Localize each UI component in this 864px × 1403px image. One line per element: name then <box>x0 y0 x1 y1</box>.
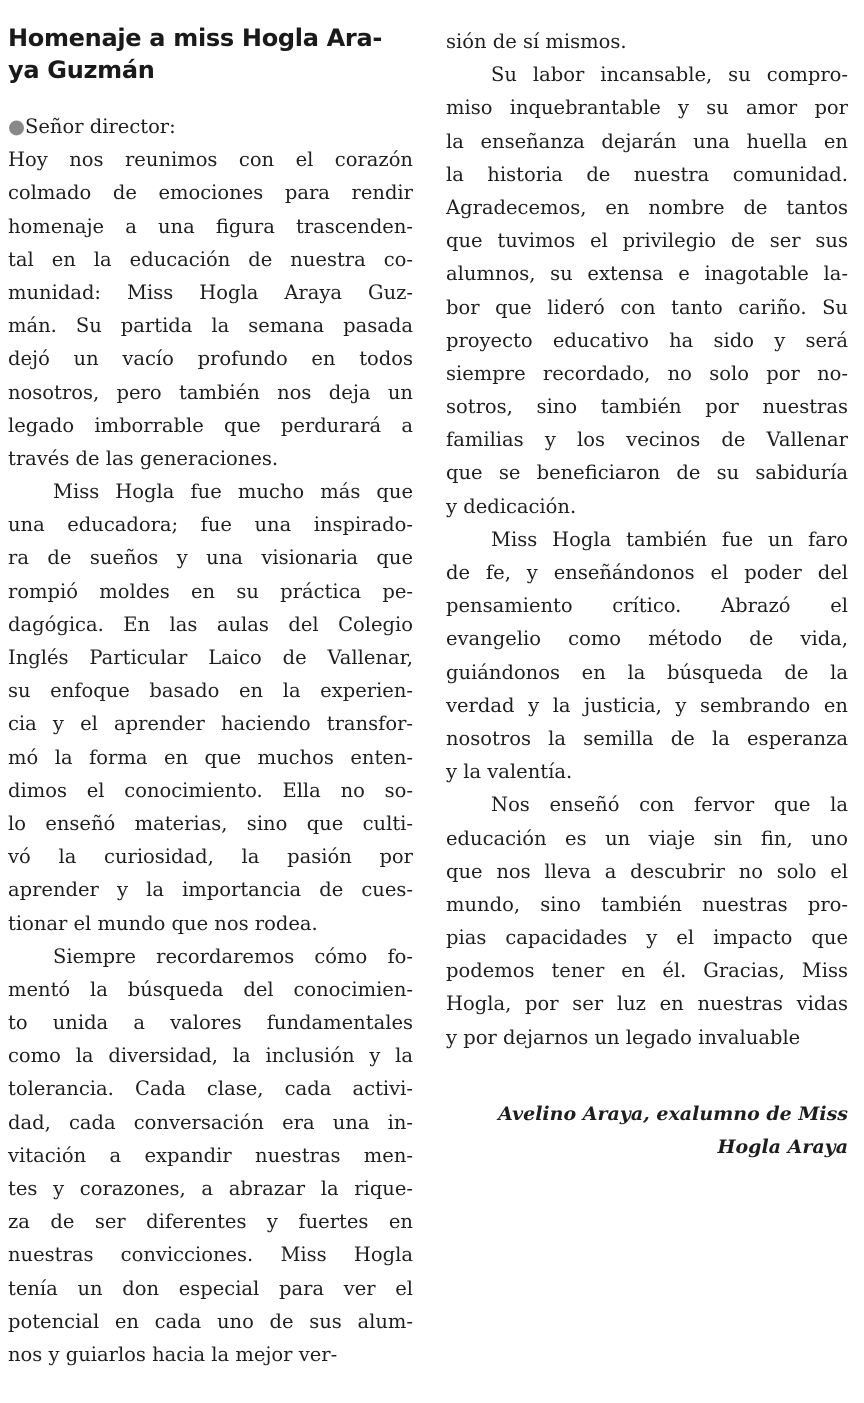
body-line: dejó un vacío profundo en todos <box>8 347 413 371</box>
body-line: nosotros la semilla de la esperanza <box>446 726 848 750</box>
left-body <box>8 110 413 1371</box>
body-line: za de ser diferentes y fuertes en <box>8 1210 413 1234</box>
body-line: la historia de nuestra comunidad. <box>446 162 848 186</box>
body-line: Inglés Particular Laico de Vallenar, <box>8 646 413 669</box>
body-line: Agradecemos, en nombre de tantos <box>446 195 848 219</box>
body-line: la enseñanza dejarán una huella en <box>446 129 848 153</box>
body-line: que nos lleva a descubrir no solo el <box>446 859 848 883</box>
body-line: Miss Hogla también fue un faro <box>491 527 848 551</box>
body-line: verdad y la justicia, y sembrando en <box>446 693 848 717</box>
body-line: lo enseñó materias, sino que culti- <box>8 811 413 835</box>
title-line-2: ya Guzmán <box>8 56 155 84</box>
body-line: sión de sí mismos. <box>446 30 627 53</box>
body-line: que tuvimos el privilegio de ser sus <box>446 229 848 253</box>
body-line: nuestras convicciones. Miss Hogla <box>8 1243 413 1267</box>
body-line: Miss Hogla fue mucho más que <box>53 480 413 504</box>
body-line: podemos tener en él. Gracias, Miss <box>446 959 848 983</box>
body-line: nos y guiarlos hacia la mejor ver- <box>8 1342 338 1366</box>
body-line <box>8 110 413 143</box>
body-line: bor que lideró con tanto cariño. Su <box>446 295 848 319</box>
letter-title <box>8 0 413 86</box>
body-line: Su labor incansable, su compro- <box>491 63 848 87</box>
body-line: alumnos, su extensa e inagotable la- <box>446 262 848 286</box>
body-line: tal en la educación de nuestra co- <box>8 247 413 271</box>
body-line: dimos el conocimiento. Ella no so- <box>8 778 413 802</box>
right-column <box>446 0 848 1164</box>
body-line: cia y el aprender haciendo transfor- <box>8 712 413 736</box>
signature-line-2: Hogla Araya <box>717 1135 848 1158</box>
body-line: ra de sueños y una visionaria que <box>8 546 413 570</box>
body-line: su enfoque basado en la experien- <box>8 679 413 703</box>
body-line: nosotros, pero también nos deja un <box>8 380 413 404</box>
body-line: una educadora; fue una inspirado- <box>8 513 413 537</box>
body-line: de fe, y enseñándonos el poder del <box>446 561 848 584</box>
body-line: tolerancia. Cada clase, cada activi- <box>8 1077 413 1101</box>
body-line: evangelio como método de vida, <box>446 627 848 651</box>
body-line: como la diversidad, la inclusión y la <box>8 1044 413 1068</box>
body-line: homenaje a una figura trascenden- <box>8 214 413 238</box>
body-line: rompió moldes en su práctica pe- <box>8 579 413 603</box>
body-line: pensamiento crítico. Abrazó el <box>446 594 848 618</box>
body-line: sotros, sino también por nuestras <box>446 395 848 419</box>
body-line: vó la curiosidad, la pasión por <box>8 845 413 869</box>
body-line: pias capacidades y el impacto que <box>446 926 848 950</box>
body-line: que se beneficiaron de su sabiduría <box>446 461 848 485</box>
body-line: mó la forma en que muchos enten- <box>8 745 413 769</box>
body-line: mundo, sino también nuestras pro- <box>446 892 848 916</box>
body-line: mán. Su partida la semana pasada <box>8 314 413 338</box>
body-line: Hogla, por ser luz en nuestras vidas <box>446 992 848 1016</box>
body-line: y dedicación. <box>446 494 577 518</box>
body-line: dad, cada conversación era una in- <box>8 1110 413 1134</box>
signature-line-1: Avelino Araya, exalumno de Miss <box>498 1102 848 1125</box>
body-line: Siempre recordaremos cómo fo- <box>53 944 413 968</box>
body-line: to unida a valores fundamentales <box>8 1011 413 1035</box>
body-line: y la valentía. <box>446 760 573 784</box>
left-column <box>8 0 413 1371</box>
body-line: mentó la búsqueda del conocimien- <box>8 977 413 1001</box>
signature <box>446 1098 848 1164</box>
body-line: familias y los vecinos de Vallenar <box>446 428 848 452</box>
body-line: guiándonos en la búsqueda de la <box>446 660 848 684</box>
body-line: aprender y la importancia de cues- <box>8 878 413 902</box>
body-line: vitación a expandir nuestras men- <box>8 1143 413 1167</box>
body-line: dagógica. En las aulas del Colegio <box>8 612 413 636</box>
body-line: colmado de emociones para rendir <box>8 181 413 205</box>
body-line: tenía un don especial para ver el <box>8 1276 413 1300</box>
body-line: tionar el mundo que nos rodea. <box>8 911 318 935</box>
salutation: Señor director: <box>25 115 176 138</box>
body-line: munidad: Miss Hogla Araya Guz- <box>8 280 413 304</box>
body-line: siempre recordado, no solo por no- <box>446 361 848 385</box>
body-line: proyecto educativo ha sido y será <box>446 328 848 352</box>
body-line: Nos enseñó con fervor que la <box>491 793 848 817</box>
body-line: legado imborrable que perdurará a <box>8 413 413 437</box>
bullet-icon: ● <box>8 115 26 138</box>
body-line: potencial en cada uno de sus alum- <box>8 1309 413 1333</box>
right-body <box>446 25 848 1054</box>
title-line-1: Homenaje a miss Hogla Ara- <box>8 24 383 52</box>
body-line: miso inquebrantable y su amor por <box>446 96 848 120</box>
body-line: y por dejarnos un legado invaluable <box>446 1025 801 1049</box>
body-line: través de las generaciones. <box>8 446 279 470</box>
body-line: Hoy nos reunimos con el corazón <box>8 148 413 172</box>
body-line: tes y corazones, a abrazar la rique- <box>8 1177 413 1200</box>
body-line: educación es un viaje sin fin, uno <box>446 826 848 850</box>
